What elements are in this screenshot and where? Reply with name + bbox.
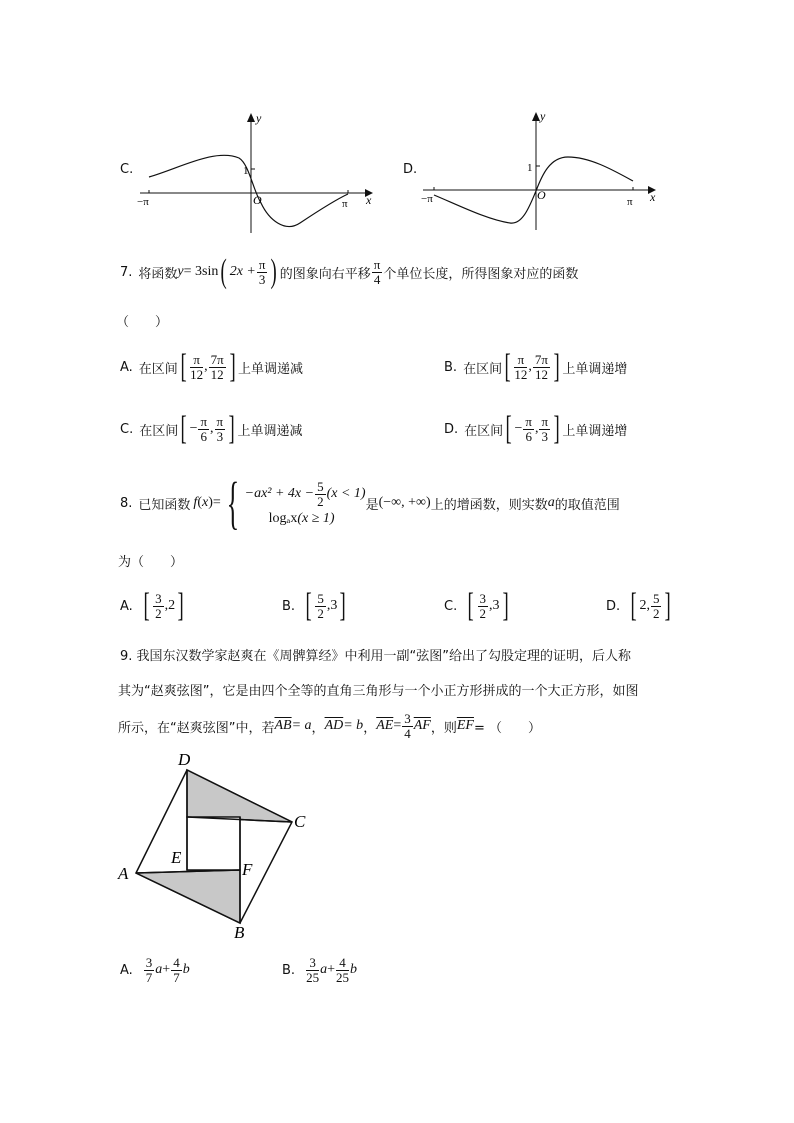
q7-option-b-frac1: $\frac{\pi}{12}$ [514,351,528,382]
q7-option-d[interactable]: D. 在区间 [ − $\frac{\pi}{6}$ , $\frac{\pi}{3}$ ] 上单调递增 [444,410,628,447]
q7-option-c-pre: 在区间 [139,423,179,439]
q7-text-3: 个单位长度，所得图象对应的函数 [383,266,579,282]
graph-d-label-one: 1 [527,162,533,174]
q9-fig-triangle-dc [187,770,292,822]
q8-option-a-label: A. [120,598,133,614]
q8-text-1: 已知函数 [138,497,191,513]
q8-option-b[interactable]: B. [ $\frac{5}{2}$ , 3 ] [282,587,347,624]
q8-text-4: 的取值范围 [554,497,620,513]
q7-option-a-lbracket: [ [180,348,187,385]
q8-text-2: 是 [365,497,379,513]
graph-d-option-label: D. [403,162,418,177]
q9-eq-b: = b [343,718,364,733]
q7-option-d-label: D. [444,421,459,437]
q9-line-3: 所示，在“赵爽弦图”中，若 $\overline{AB}$ = a ， $\overline{AD}$ = b ， $\overline{AE}$ = $\frac{3}{4}$ $\overline{AF}$ ，则 $\overline{EF}$ = （ ） [118,710,541,741]
q7-frac-pi-3: $\frac{\pi}{3}$ [258,256,266,287]
q7-option-a-post: 上单调递减 [238,361,304,377]
q9-figure [112,745,322,945]
q8-option-a[interactable]: A. [ $\frac{3}{2}$ , 2 ] [120,587,184,624]
q7-option-b-lbracket: [ [504,348,511,385]
q8-option-c[interactable]: C. [ $\frac{3}{2}$ , 3 ] [444,587,509,624]
q9-option-a-label: A. [120,962,133,978]
graph-d-label-neg-pi: −π [421,193,433,205]
q7-option-b-rbracket: ] [553,348,560,385]
q8-number: 8. [120,495,133,511]
graph-c-label-x: x [366,193,372,207]
q8-case-2: logₐx (x ≥ 1) [268,510,335,526]
q9-option-b[interactable]: B. $\frac{3}{25}$ a + $\frac{4}{25}$ b [282,954,357,985]
q7-option-d-frac1: $\frac{\pi}{6}$ [525,413,532,444]
q7-option-d-sign: − [514,421,523,436]
q7-option-d-post: 上单调递增 [562,423,628,439]
q7-option-a-frac1: $\frac{\pi}{12}$ [190,351,204,382]
q9-fig-label-f: F [242,860,253,879]
q9-vec-ae: $\overline{AE}$ [376,718,394,733]
q9-option-b-label: B. [282,962,296,978]
q9-fig-label-c: C [294,812,306,831]
q9-fig-inner-square [187,817,240,870]
q8-option-d[interactable]: D. [ 2 , $\frac{5}{2}$ ] [606,587,672,624]
q7-text-1: 将函数 [138,266,178,282]
q7-option-c-frac1: $\frac{\pi}{6}$ [200,413,208,444]
q9-fig-label-a: A [118,864,129,883]
q7-option-b-label: B. [444,359,458,375]
q7-option-c-label: C. [120,421,134,437]
graph-c [135,108,380,238]
q9-line-1 [120,645,631,664]
q8-option-d-label: D. [606,598,621,614]
q8-fx: f [193,495,198,510]
q7-func-eq: = 3sin [183,264,219,279]
graph-d-label-pi: π [627,196,633,208]
q9-frac-3-4: $\frac{3}{4}$ [404,710,411,741]
graph-c-label-neg-pi: −π [137,196,149,208]
q7-option-b-pre: 在区间 [463,361,503,377]
q9-fig-label-d: D [178,750,191,769]
graph-c-label-one: 1 [243,165,249,177]
q7-option-c-rbracket: ] [228,410,235,447]
q7-option-b[interactable]: B. 在区间 [ $\frac{\pi}{12}$ , $\frac{7\pi}{12}$ ] 上单调递增 [444,348,628,385]
graph-c-curve [149,155,348,226]
q7-answer-paren: （ ） [116,315,169,330]
q7-func-y: y [177,264,184,279]
q7-option-a-rbracket: ] [229,348,236,385]
q9-fig-triangle-ab [136,870,240,923]
q8-text-3: 上的增函数，则实数 [430,497,548,513]
q9-vec-ef: $\overline{EF}$ [456,718,474,733]
q7-option-a-label: A. [120,359,133,375]
q8-stem: 8. 已知函数 f ( x ) = { −ax² + 4x − $\frac{5}{2}$ (x < 1) logₐx (x ≥ 1) 是 (−∞, +∞) 上的增函数，则实数 a 的取值范围 [120,470,620,535]
q9-line-1-text: 我国东汉数学家赵爽在《周髀算经》中利用一副“弦图”给出了勾股定理的证明，后人称 [136,649,632,664]
graph-c-label-y: y [256,111,262,125]
q7-option-c-frac2: $\frac{\pi}{3}$ [216,413,224,444]
q7-frac-pi-4: $\frac{\pi}{4}$ [373,256,381,287]
q7-left-paren: ( [220,253,228,290]
q8-text-5: 为（ ） [118,555,184,570]
graph-c-y-arrow [247,113,255,122]
q9-option-a[interactable]: A. $\frac{3}{7}$ a + $\frac{4}{7}$ b [120,954,190,985]
graph-d [418,105,663,235]
q7-option-c[interactable]: C. 在区间 [ − $\frac{\pi}{6}$ , $\frac{\pi}{3}$ ] 上单调递减 [120,410,303,447]
q9-fig-label-e: E [171,848,182,867]
graph-c-label-origin: O [253,193,262,207]
q7-right-paren: ) [271,253,278,290]
graph-d-label-y: y [540,109,546,123]
q9-vec-ab: $\overline{AB}$ [274,718,292,733]
q7-option-c-post: 上单调递减 [237,423,303,439]
graph-c-label-pi: π [342,198,348,210]
q9-vec-ad: $\overline{AD}$ [324,718,344,733]
graph-d-label-x: x [650,190,656,204]
q8-var-a: a [547,495,555,510]
q8-cases [245,480,366,527]
q9-eq-a: = a [291,718,312,733]
q7-option-a-pre: 在区间 [138,361,178,377]
q7-option-d-frac2: $\frac{\pi}{3}$ [541,413,549,444]
q7-stem [120,250,578,294]
q9-line-2: 其为“赵爽弦图”，它是由四个全等的直角三角形与一个小正方形拼成的一个大正方形，如图 [118,684,639,699]
q7-text-2: 的图象向右平移 [279,266,371,282]
q8-brace: { [226,470,239,535]
q7-option-c-sign: − [189,421,198,436]
q8-case-1: −ax² + 4x − $\frac{5}{2}$ (x < 1) [244,478,366,509]
q9-number: 9. [120,649,133,664]
q7-option-a[interactable]: A. 在区间 [ $\frac{\pi}{12}$ , $\frac{7\pi}{12}$ ] 上单调递减 [120,348,304,385]
q7-option-b-frac2: $\frac{7\pi}{12}$ [534,351,548,382]
q7-option-d-lbracket: [ [505,410,512,447]
q8-option-c-label: C. [444,598,458,614]
q8-option-b-label: B. [282,598,296,614]
q7-option-c-lbracket: [ [180,410,188,447]
q9-line-3-text: 所示，在“赵爽弦图”中，若 [118,720,275,736]
graph-d-label-origin: O [537,188,546,202]
q7-func-2x: 2x + [229,264,256,279]
q8-interval: (−∞, +∞) [378,495,431,510]
q7-number: 7. [120,264,133,280]
q9-vec-af: $\overline{AF}$ [413,718,431,733]
q7-option-d-pre: 在区间 [464,423,504,439]
q7-option-b-post: 上单调递增 [562,361,628,377]
graph-d-y-arrow [532,112,540,121]
graph-c-option-label: C. [120,162,134,177]
q7-option-d-rbracket: ] [553,410,560,447]
q7-option-a-frac2: $\frac{7\pi}{12}$ [210,351,224,382]
q8-fx-eq: = [212,495,221,510]
q9-fig-label-b: B [234,923,245,942]
